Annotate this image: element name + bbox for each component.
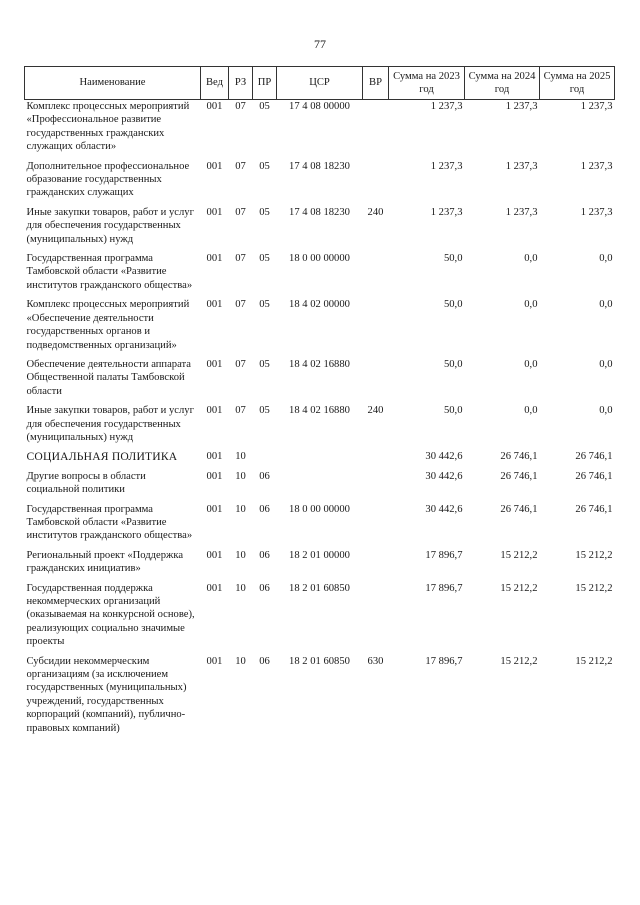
row-sum-2025: 26 746,1 bbox=[575, 503, 613, 515]
row-sum-2025: 0,0 bbox=[599, 299, 613, 311]
row-sum-2024: 26 746,1 bbox=[500, 503, 538, 515]
row-rz: 10 bbox=[235, 451, 246, 463]
table-row bbox=[25, 503, 615, 549]
table-row bbox=[25, 450, 615, 469]
row-pr bbox=[253, 450, 277, 469]
row-rz: 07 bbox=[235, 299, 246, 311]
row-rz: 10 bbox=[235, 655, 246, 667]
row-vr bbox=[363, 252, 389, 298]
row-sum-2025: 1 237,3 bbox=[580, 101, 613, 112]
row-rz: 07 bbox=[235, 253, 246, 265]
row-rz: 07 bbox=[235, 101, 246, 112]
row-pr: 05 bbox=[259, 358, 270, 370]
row-sum-2023: 30 442,6 bbox=[425, 451, 463, 463]
row-name: Другие вопросы в области социальной политики bbox=[26, 470, 146, 496]
row-sum-2025: 15 212,2 bbox=[575, 549, 613, 561]
row-name: Иные закупки товаров, работ и услуг для обеспечения государственных (муниципальных) нужд bbox=[26, 206, 194, 245]
row-csr bbox=[277, 450, 363, 469]
row-sum-2024: 26 746,1 bbox=[500, 451, 538, 463]
row-sum-2024: 1 237,3 bbox=[505, 101, 538, 112]
table-row bbox=[25, 100, 615, 160]
table-body bbox=[25, 100, 615, 742]
row-rz: 07 bbox=[235, 160, 246, 172]
row-sum-2023: 1 237,3 bbox=[430, 160, 463, 172]
row-ved: 001 bbox=[206, 358, 223, 370]
row-sum-2024: 0,0 bbox=[524, 299, 538, 311]
row-name: Дополнительное профессиональное образование государственных гражданских служащих bbox=[26, 160, 190, 199]
header-row bbox=[25, 67, 615, 100]
row-sum-2025: 1 237,3 bbox=[580, 206, 613, 218]
header-sum-2024: Сумма на 2024 год bbox=[465, 67, 540, 100]
row-rz: 10 bbox=[235, 470, 246, 482]
row-sum-2025: 1 237,3 bbox=[580, 160, 613, 172]
table-row bbox=[25, 655, 615, 741]
row-csr: 18 0 00 00000 bbox=[289, 503, 350, 515]
table-header bbox=[25, 67, 615, 100]
row-name: Государственная программа Тамбовской области «Развитие институтов гражданского общества» bbox=[26, 503, 193, 542]
row-csr: 18 4 02 16880 bbox=[289, 405, 350, 417]
row-sum-2024: 15 212,2 bbox=[500, 655, 538, 667]
row-ved: 001 bbox=[206, 549, 223, 561]
row-csr: 17 4 08 18230 bbox=[289, 206, 350, 218]
row-sum-2025: 15 212,2 bbox=[575, 655, 613, 667]
header-vr: ВР bbox=[363, 67, 389, 100]
row-ved: 001 bbox=[206, 101, 223, 112]
header-pr: ПР bbox=[253, 67, 277, 100]
header-rz: РЗ bbox=[229, 67, 253, 100]
row-csr: 17 4 08 00000 bbox=[289, 101, 350, 112]
row-ved: 001 bbox=[206, 160, 223, 172]
table-row bbox=[25, 298, 615, 358]
table-row bbox=[25, 206, 615, 252]
row-vr bbox=[363, 160, 389, 206]
row-pr: 05 bbox=[259, 206, 270, 218]
row-csr: 18 4 02 00000 bbox=[289, 299, 350, 311]
table-row bbox=[25, 470, 615, 503]
row-ved: 001 bbox=[206, 253, 223, 265]
row-rz: 07 bbox=[235, 405, 246, 417]
header-sum-2025: Сумма на 2025 год bbox=[540, 67, 615, 100]
row-pr: 05 bbox=[259, 101, 270, 112]
row-pr: 05 bbox=[259, 253, 270, 265]
row-sum-2023: 50,0 bbox=[443, 405, 463, 417]
row-csr: 17 4 08 18230 bbox=[289, 160, 350, 172]
row-sum-2025: 26 746,1 bbox=[575, 470, 613, 482]
row-name: Государственная программа Тамбовской области «Развитие институтов гражданского общества» bbox=[26, 253, 193, 291]
row-sum-2025: 0,0 bbox=[599, 358, 613, 370]
row-rz: 10 bbox=[235, 503, 246, 515]
row-name: Комплекс процессных мероприятий «Обеспечение деятельности государственных органов и подведомственных организаций» bbox=[26, 299, 190, 351]
row-csr: 18 2 01 60850 bbox=[289, 582, 350, 594]
row-pr: 06 bbox=[259, 655, 270, 667]
row-sum-2024: 1 237,3 bbox=[505, 160, 538, 172]
row-vr bbox=[363, 358, 389, 404]
row-sum-2025: 15 212,2 bbox=[575, 582, 613, 594]
row-sum-2023: 1 237,3 bbox=[430, 101, 463, 112]
header-ved: Вед bbox=[201, 67, 229, 100]
table-row bbox=[25, 160, 615, 206]
row-ved: 001 bbox=[206, 655, 223, 667]
page-number: 77 bbox=[314, 37, 326, 51]
row-csr: 18 2 01 60850 bbox=[289, 655, 350, 667]
row-ved: 001 bbox=[206, 503, 223, 515]
row-sum-2023: 17 896,7 bbox=[425, 582, 463, 594]
table-row bbox=[25, 549, 615, 582]
row-ved: 001 bbox=[206, 405, 223, 417]
row-ved: 001 bbox=[206, 451, 223, 463]
row-sum-2023: 17 896,7 bbox=[425, 655, 463, 667]
row-sum-2023: 50,0 bbox=[443, 299, 463, 311]
row-vr bbox=[363, 503, 389, 549]
row-sum-2024: 15 212,2 bbox=[500, 549, 538, 561]
row-vr bbox=[363, 582, 389, 655]
row-rz: 10 bbox=[235, 549, 246, 561]
budget-table bbox=[24, 66, 615, 741]
row-csr: 18 0 00 00000 bbox=[289, 253, 350, 265]
row-csr: 18 4 02 16880 bbox=[289, 358, 350, 370]
row-name: Субсидии некоммерческим организациям (за исключением государственных (муниципальных) учреждений, государственных корпораций (компаний), публично-правовых компаний) bbox=[26, 655, 187, 734]
row-sum-2024: 0,0 bbox=[524, 405, 538, 417]
table-row bbox=[25, 404, 615, 450]
row-pr: 06 bbox=[259, 582, 270, 594]
row-vr bbox=[363, 100, 389, 160]
row-name: Комплекс процессных мероприятий «Профессиональное развитие государственных гражданских служащих области» bbox=[26, 101, 190, 153]
row-pr: 06 bbox=[259, 503, 270, 515]
row-sum-2023: 50,0 bbox=[443, 253, 463, 265]
row-name: Государственная поддержка некоммерческих организаций (оказываемая на конкурсной основе), реализующих социально значимые проекты bbox=[26, 582, 195, 648]
row-name: Региональный проект «Поддержка гражданских инициатив» bbox=[26, 549, 184, 575]
row-pr: 05 bbox=[259, 160, 270, 172]
row-vr bbox=[363, 470, 389, 503]
row-ved: 001 bbox=[206, 470, 223, 482]
row-sum-2025: 26 746,1 bbox=[575, 451, 613, 463]
row-csr: 18 2 01 00000 bbox=[289, 549, 350, 561]
row-sum-2023: 50,0 bbox=[443, 358, 463, 370]
row-ved: 001 bbox=[206, 299, 223, 311]
row-sum-2023: 30 442,6 bbox=[425, 470, 463, 482]
row-pr: 06 bbox=[259, 470, 270, 482]
row-pr: 05 bbox=[259, 299, 270, 311]
row-sum-2024: 15 212,2 bbox=[500, 582, 538, 594]
row-rz: 07 bbox=[235, 206, 246, 218]
row-name: Обеспечение деятельности аппарата Общественной палаты Тамбовской области bbox=[26, 358, 191, 397]
row-name: СОЦИАЛЬНАЯ ПОЛИТИКА bbox=[26, 450, 178, 464]
row-vr: 240 bbox=[367, 206, 384, 218]
row-sum-2023: 17 896,7 bbox=[425, 549, 463, 561]
row-sum-2024: 1 237,3 bbox=[505, 206, 538, 218]
row-name: Иные закупки товаров, работ и услуг для обеспечения государственных (муниципальных) нужд bbox=[26, 405, 194, 443]
row-sum-2023: 1 237,3 bbox=[430, 206, 463, 218]
row-sum-2025: 0,0 bbox=[599, 405, 613, 417]
row-csr bbox=[277, 470, 363, 503]
row-vr: 630 bbox=[367, 655, 384, 667]
row-vr bbox=[363, 298, 389, 358]
row-sum-2024: 26 746,1 bbox=[500, 470, 538, 482]
table-row bbox=[25, 252, 615, 298]
row-vr bbox=[363, 450, 389, 469]
row-sum-2024: 0,0 bbox=[524, 358, 538, 370]
header-sum-2023: Сумма на 2023 год bbox=[389, 67, 465, 100]
row-rz: 10 bbox=[235, 582, 246, 594]
row-ved: 001 bbox=[206, 582, 223, 594]
row-vr bbox=[363, 549, 389, 582]
row-pr: 06 bbox=[259, 549, 270, 561]
row-sum-2025: 0,0 bbox=[599, 253, 613, 265]
row-pr: 05 bbox=[259, 405, 270, 417]
table-row bbox=[25, 582, 615, 655]
table-row bbox=[25, 358, 615, 404]
header-name: Наименование bbox=[25, 67, 201, 100]
row-ved: 001 bbox=[206, 206, 223, 218]
row-sum-2024: 0,0 bbox=[524, 253, 538, 265]
row-sum-2023: 30 442,6 bbox=[425, 503, 463, 515]
row-vr: 240 bbox=[367, 405, 384, 417]
header-csr: ЦСР bbox=[277, 67, 363, 100]
row-rz: 07 bbox=[235, 358, 246, 370]
